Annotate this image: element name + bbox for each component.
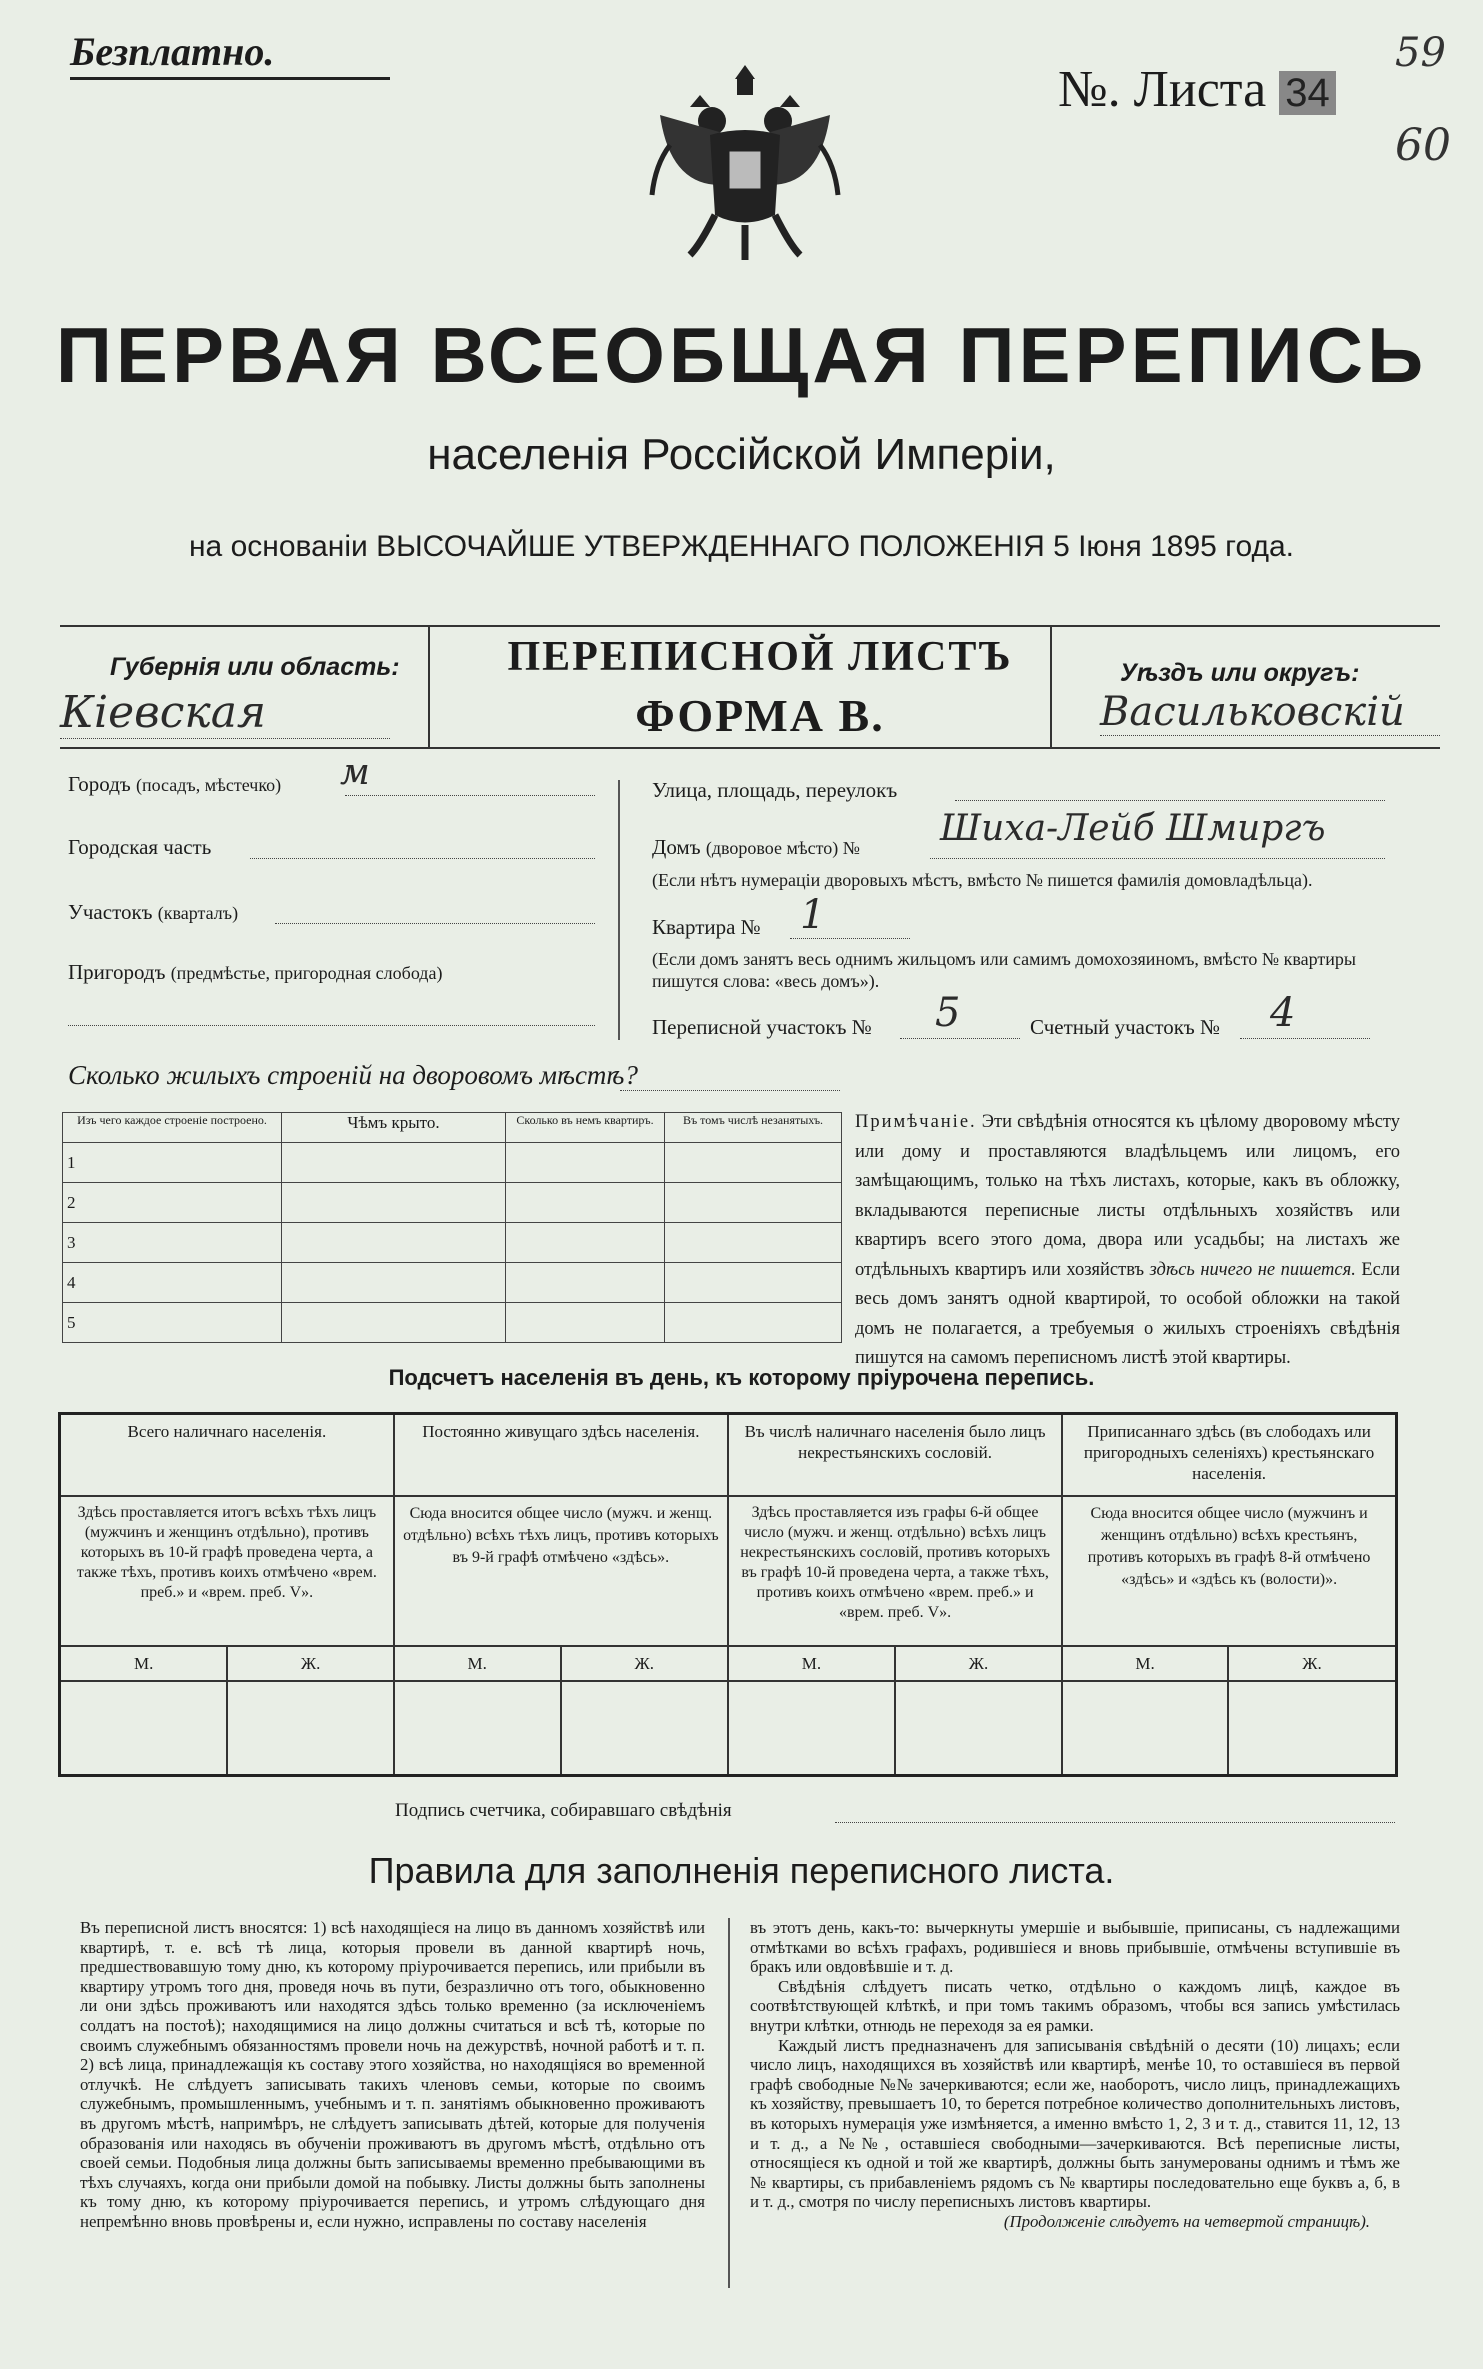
- census-basis-text: на основаніи ВЫСОЧАЙШЕ УТВЕРЖДЕННАГО ПОЛОЖЕНІЯ 5 Іюня 1895 года.: [188, 530, 1294, 563]
- roof-cell[interactable]: [282, 1183, 506, 1223]
- f-value-cell[interactable]: [561, 1681, 728, 1776]
- street-line[interactable]: [955, 800, 1385, 801]
- guberniya-value[interactable]: Кіевская: [60, 687, 390, 739]
- apt-line: [790, 938, 910, 939]
- uezd-label: Уѣздъ или округъ:: [1120, 659, 1360, 687]
- house-label-text: Домъ: [652, 835, 701, 859]
- summary-table: [58, 1412, 1398, 1777]
- band-divider-right: [1050, 625, 1052, 747]
- city-hint: (посадъ, мѣстечко): [135, 775, 282, 795]
- note-italic: здѣсь ничего не пишется.: [1144, 1259, 1356, 1280]
- summary-col-title: Всего наличнаго населенія.: [60, 1414, 394, 1496]
- imperial-eagle-emblem: [640, 55, 850, 265]
- prigorod-label-text: Пригородъ: [68, 960, 166, 984]
- res-cell[interactable]: [665, 1143, 842, 1183]
- city-part-label: Городская часть: [68, 835, 212, 859]
- res-cell[interactable]: [665, 1303, 842, 1343]
- rules-right-p3: Каждый листъ предназначенъ для записыванія свѣдѣній о десяти (10) лицахъ; если число лицъ, находящихся въ хозяйствѣ или квартирѣ, менѣе 10, то оставшіеся въ первой графѣ свободные №№ зачеркиваются; если же, наоборотъ, число лицъ, принадлежащихъ къ хозяйству, превышаетъ 10, то берется потребное количество дополнительныхъ листовъ, въ которыхъ нумерація уже измѣняется, а именно вмѣсто 1, 2, 3 и т. д., ставится 11, 12, 13 и т. д., а №№, оставшіеся свободными—зачеркиваются. Всѣ переписные листы, относящіеся къ одной и той же квартирѣ, должны быть занумерованы однимъ и тѣмъ же № квартиры, съ прибавленіемъ рядомъ съ № квартиры последовательно еще буквъ а, б, в и т. д., смотря по числу переписныхъ листовъ квартиры.: [750, 2035, 1400, 2212]
- row-number: 1: [63, 1143, 282, 1183]
- form-header-band: [60, 625, 1440, 749]
- m-header: М.: [394, 1646, 561, 1681]
- roof-cell[interactable]: [282, 1303, 506, 1343]
- table-row[interactable]: [63, 1303, 842, 1343]
- f-value-cell[interactable]: [227, 1681, 393, 1776]
- f-header: Ж.: [1228, 1646, 1397, 1681]
- row-number: 2: [63, 1183, 282, 1223]
- rules-continued: (Продолженіе слѣдуетъ на четвертой страницѣ).: [1003, 2211, 1370, 2231]
- census-district-label: Переписной участокъ №: [652, 1015, 872, 1039]
- buildings-heading-line[interactable]: [620, 1090, 840, 1091]
- apts-cell[interactable]: [506, 1183, 665, 1223]
- note-text: Эти свѣдѣнія относятся къ цѣлому дворовому мѣсту или дому и проставляются владѣльцемъ или лицомъ, его замѣщающимъ, только на тѣхъ листахъ, которые, какъ въ обложку, вкладываются переписные листы отдѣльныхъ хозяйствъ или квартиръ всего этого дома, двора или усадьбы; на листахъ же отдѣльныхъ квартиръ или хозяйствъ: [855, 1112, 1400, 1280]
- uchastok-line[interactable]: [275, 923, 595, 924]
- roof-cell[interactable]: [282, 1223, 506, 1263]
- roof-cell[interactable]: [282, 1143, 506, 1183]
- summary-col-desc: Здѣсь проставляется изъ графы 6-й общее число (мужч. и женщ. отдѣльно) всѣхъ лицъ некрестьянскихъ сословій, противъ которыхъ въ графѣ 10-й проведена черта, а также тѣхъ, противъ коихъ отмѣчено «врем. преб.» и «врем. преб. V».: [728, 1496, 1062, 1646]
- apts-cell[interactable]: [506, 1263, 665, 1303]
- summary-col-desc: Сюда вносится общее число (мужч. и женщ. отдѣльно) всѣхъ тѣхъ лицъ, противъ которыхъ въ 9-й графѣ отмѣчено «здѣсь».: [394, 1496, 728, 1646]
- prigorod-label: [68, 960, 442, 985]
- apts-cell[interactable]: [506, 1223, 665, 1263]
- uchastok-label: [68, 900, 238, 925]
- census-subtitle: населенія Россійской Имперіи,: [427, 430, 1056, 479]
- apts-cell[interactable]: [506, 1143, 665, 1183]
- m-value-cell[interactable]: [60, 1681, 228, 1776]
- f-header: Ж.: [895, 1646, 1062, 1681]
- res-cell[interactable]: [665, 1263, 842, 1303]
- prigorod-line[interactable]: [68, 1025, 595, 1026]
- rules-right-p2: Свѣдѣнія слѣдуетъ писать четко, отдѣльно о каждомъ лицѣ, каждое въ соотвѣтствующей клѣткѣ, и при томъ такимъ образомъ, чтобы вся запись умѣстилась внутри клѣтки, отнюдь не переходя за ея рамки.: [750, 1976, 1400, 2035]
- col-material: Изъ чего каждое строеніе построено.: [63, 1113, 282, 1143]
- census-main-title: ПЕРВАЯ ВСЕОБЩАЯ ПЕРЕПИСЬ: [55, 311, 1428, 399]
- sheet-number: 34: [1279, 71, 1336, 115]
- summary-heading: Подсчетъ населенія въ день, къ которому пріурочена перепись.: [388, 1365, 1095, 1390]
- city-value[interactable]: м: [340, 752, 370, 793]
- house-value[interactable]: Шиха-Лейб Шмиргъ: [940, 808, 1326, 849]
- table-row[interactable]: [63, 1143, 842, 1183]
- uchastok-hint: (кварталъ): [157, 903, 239, 923]
- signature-line[interactable]: [835, 1822, 1395, 1823]
- note-label: Примѣчаніе.: [855, 1112, 977, 1132]
- city-part-line[interactable]: [250, 858, 595, 859]
- form-letter: ФОРМА В.: [635, 690, 885, 741]
- apt-value[interactable]: 1: [800, 892, 826, 938]
- row-number: 5: [63, 1303, 282, 1343]
- m-value-cell[interactable]: [1062, 1681, 1228, 1776]
- table-row[interactable]: [63, 1223, 842, 1263]
- m-header: М.: [1062, 1646, 1228, 1681]
- form-title: ПЕРЕПИСНОЙ ЛИСТЪ: [507, 634, 1013, 680]
- buildings-table: [62, 1112, 842, 1343]
- buildings-heading: Сколько жилыхъ строеній на дворовомъ мѣстѣ?: [68, 1060, 638, 1090]
- rules-right-p1: въ этотъ день, какъ-то: вычеркнуты умершіе и выбывшіе, приписаны, съ надлежащими отмѣтками во всѣхъ графахъ, родившіеся и вновь прибывшіе, отмѣчены вступившіе въ бракъ или овдовѣвшіе и т. д.: [750, 1918, 1400, 1977]
- summary-col-desc: Сюда вносится общее число (мужчинъ и женщинъ отдѣльно) всѣхъ крестьянъ, противъ которыхъ въ графѣ 8-й отмѣчено «здѣсь» и «здѣсь къ (волости)».: [1062, 1496, 1396, 1646]
- row-number: 3: [63, 1223, 282, 1263]
- signature-label: Подпись счетчика, собиравшаго свѣдѣнія: [395, 1800, 732, 1821]
- f-value-cell[interactable]: [1228, 1681, 1397, 1776]
- margin-mark-bottom: 60: [1395, 120, 1451, 171]
- col-roof: Чѣмъ крыто.: [282, 1113, 506, 1143]
- rules-right-column: [750, 1918, 1400, 2232]
- city-label: [68, 772, 281, 797]
- free-label: Безплатно.: [70, 28, 390, 80]
- margin-mark-top: 59: [1395, 30, 1446, 76]
- col-apts: Сколько въ немъ квартиръ.: [506, 1113, 665, 1143]
- f-header: Ж.: [561, 1646, 728, 1681]
- summary-col-title: Постоянно живущаго здѣсь населенія.: [394, 1414, 728, 1496]
- uezd-value[interactable]: Васильковскій: [1100, 689, 1440, 736]
- prigorod-hint: (предмѣстье, пригородная слобода): [170, 963, 443, 983]
- city-line: [345, 795, 595, 796]
- rules-title: Правила для заполненія переписного листа.: [368, 1850, 1115, 1891]
- house-line: [930, 858, 1385, 859]
- census-district-value[interactable]: 5: [935, 990, 961, 1036]
- uchastok-label-text: Участокъ: [68, 900, 153, 924]
- f-value-cell[interactable]: [895, 1681, 1062, 1776]
- res-cell[interactable]: [665, 1223, 842, 1263]
- sheet-label-text: №. Листа: [1058, 61, 1267, 118]
- apt-label: Квартира №: [652, 915, 761, 939]
- apts-cell[interactable]: [506, 1303, 665, 1343]
- res-cell[interactable]: [665, 1183, 842, 1223]
- count-district-label: Счетный участокъ №: [1030, 1015, 1221, 1039]
- m-value-cell[interactable]: [728, 1681, 895, 1776]
- summary-col-title: Приписаннаго здѣсь (въ слободахъ или пригородныхъ селеніяхъ) крестьянскаго населенія.: [1062, 1414, 1396, 1496]
- street-label: Улица, площадь, переулокъ: [652, 778, 898, 802]
- rules-column-divider: [728, 1918, 730, 2288]
- col-res: Въ томъ числѣ незанятыхъ.: [665, 1113, 842, 1143]
- note-text-end: Если весь домъ занятъ одной квартирой, то особой обложки на такой домъ не полагается, а требуемыя о жилыхъ строеніяхъ свѣдѣнія пишутся на самомъ переписномъ листѣ этой квартиры.: [855, 1259, 1400, 1368]
- roof-cell[interactable]: [282, 1263, 506, 1303]
- table-row[interactable]: [63, 1183, 842, 1223]
- m-header: М.: [728, 1646, 895, 1681]
- table-row[interactable]: [63, 1263, 842, 1303]
- census-district-line: [900, 1038, 1020, 1039]
- house-label: [652, 835, 860, 860]
- house-note: (Если нѣтъ нумераціи дворовыхъ мѣстъ, вмѣсто № пишется фамилія домовладѣльца).: [652, 870, 1313, 890]
- sheet-number-label: [1058, 60, 1336, 119]
- house-hint: (дворовое мѣсто) №: [705, 838, 860, 858]
- summary-col-desc: Здѣсь проставляется итогъ всѣхъ тѣхъ лицъ (мужчинъ и женщинъ отдѣльно), противъ которыхъ въ 10-й графѣ проведена черта, а также тѣхъ, противъ коихъ отмѣчено «врем. преб.» и «врем. преб. V».: [60, 1496, 394, 1646]
- rules-left-column: Въ переписной листъ вносятся: 1) всѣ находящіеся на лицо въ данномъ хозяйствѣ или квартирѣ, т. е. всѣ тѣ лица, которыя провели въ данной квартирѣ ночь, предшествовавшую тому дню, къ которому пріурочивается перепись, или прибыли въ квартиру утромъ того дня, проведя ночь въ пути, безразлично отъ того, обыкновенно ли они здѣсь проживаютъ или находятся здѣсь только временно (за исключеніемъ солдатъ на постоѣ); находящимися на лицо должны считаться и всѣ тѣ, которые по своимъ служебнымъ обязанностямъ провели ночь на дежурствѣ, ночной работѣ и т. п. 2) всѣ лица, принадлежащія къ составу этого хозяйства, но находящіяся во временной отлучкѣ. Не слѣдуетъ записывать такихъ членовъ семьи, которые по своимъ служебнымъ, промышленнымъ, учебнымъ и т. п. занятіямъ обыкновенно проживаютъ въ другомъ мѣстѣ, напримѣръ, не слѣдуетъ записывать дѣтей, которые для полученія образованія или находясь въ обученіи проживаютъ въ другомъ мѣстѣ, отдѣльно отъ своей семьи. Подобныя лица должны быть записываемы временно пребывающими въ тѣхъ случаяхъ, когда они прибыли домой на побывку. Листы должны быть заполнены къ тому дню, къ которому пріурочивается перепись, и утромъ слѣдующаго дня непремѣнно вновь провѣрены и, если нужно, исправлены по составу населенія: [80, 1918, 705, 2231]
- address-divider: [618, 780, 620, 1040]
- count-district-value[interactable]: 4: [1270, 990, 1296, 1036]
- note-paragraph: [855, 1108, 1400, 1374]
- summary-col-title: Въ числѣ наличнаго населенія было лицъ некрестьянскихъ сословій.: [728, 1414, 1062, 1496]
- count-district-line: [1240, 1038, 1370, 1039]
- guberniya-label: Губернія или область:: [110, 653, 400, 681]
- row-number: 4: [63, 1263, 282, 1303]
- m-header: М.: [60, 1646, 228, 1681]
- city-label-text: Городъ: [68, 772, 131, 796]
- apt-note: (Если домъ занятъ весь однимъ жильцомъ или самимъ домохозяиномъ, вмѣсто № квартиры пишутся слова: «весь домъ»).: [652, 949, 1356, 991]
- f-header: Ж.: [227, 1646, 393, 1681]
- m-value-cell[interactable]: [394, 1681, 561, 1776]
